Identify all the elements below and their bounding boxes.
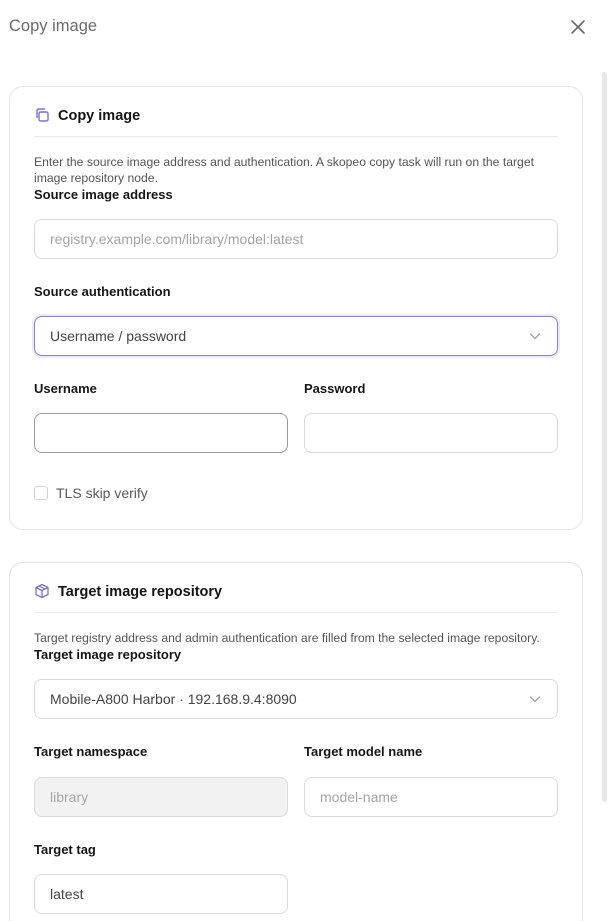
source-image-address-input[interactable] [34,219,558,259]
close-icon [568,17,588,37]
package-icon [34,583,50,599]
source-card-header [34,107,558,137]
close-button[interactable] [568,17,588,37]
target-namespace-label: Target namespace [34,744,148,759]
chevron-down-icon [529,331,541,341]
target-namespace-input [34,777,288,817]
password-label: Password [304,381,366,396]
target-card-header [34,583,558,613]
username-input[interactable] [34,413,288,453]
source-auth-value: Username / password [50,328,187,344]
source-auth-label: Source authentication [34,284,171,299]
target-model-name-input[interactable] [304,777,558,817]
target-card [9,562,583,921]
target-card-title: Target image repository [58,584,223,600]
source-card [9,86,583,530]
dialog-title: Copy image [9,17,98,35]
target-repository-label: Target image repository [34,647,182,662]
target-model-name-label: Target model name [304,744,423,759]
target-tag-input[interactable] [34,874,288,914]
copy-icon [34,107,50,123]
target-description: Target registry address and admin authentication are filled from the selected image repository. [34,631,540,645]
target-model-name-placeholder: model-name [320,789,398,805]
target-tag-label: Target tag [34,842,96,857]
target-repository-select[interactable] [34,679,558,719]
source-description: Enter the source image address and authentication. A skopeo copy task will run on the target image repository node. [34,155,534,185]
dialog-body [0,56,600,921]
chevron-down-icon [529,694,541,704]
tls-skip-verify-label[interactable]: TLS skip verify [56,485,148,501]
source-card-title: Copy image [58,108,141,124]
tls-skip-verify-checkbox[interactable] [34,486,48,500]
source-auth-select[interactable] [34,316,558,356]
source-image-address-label: Source image address [34,187,173,202]
target-namespace-value: library [50,789,89,805]
source-image-address-placeholder: registry.example.com/library/model:latest [50,231,304,247]
target-repository-value: Mobile-A800 Harbor · 192.168.9.4:8090 [50,691,297,707]
dialog-header [0,0,608,56]
target-tag-value: latest [50,886,84,902]
scrollbar-thumb[interactable] [602,72,607,802]
username-label: Username [34,381,97,396]
password-input[interactable] [304,413,558,453]
